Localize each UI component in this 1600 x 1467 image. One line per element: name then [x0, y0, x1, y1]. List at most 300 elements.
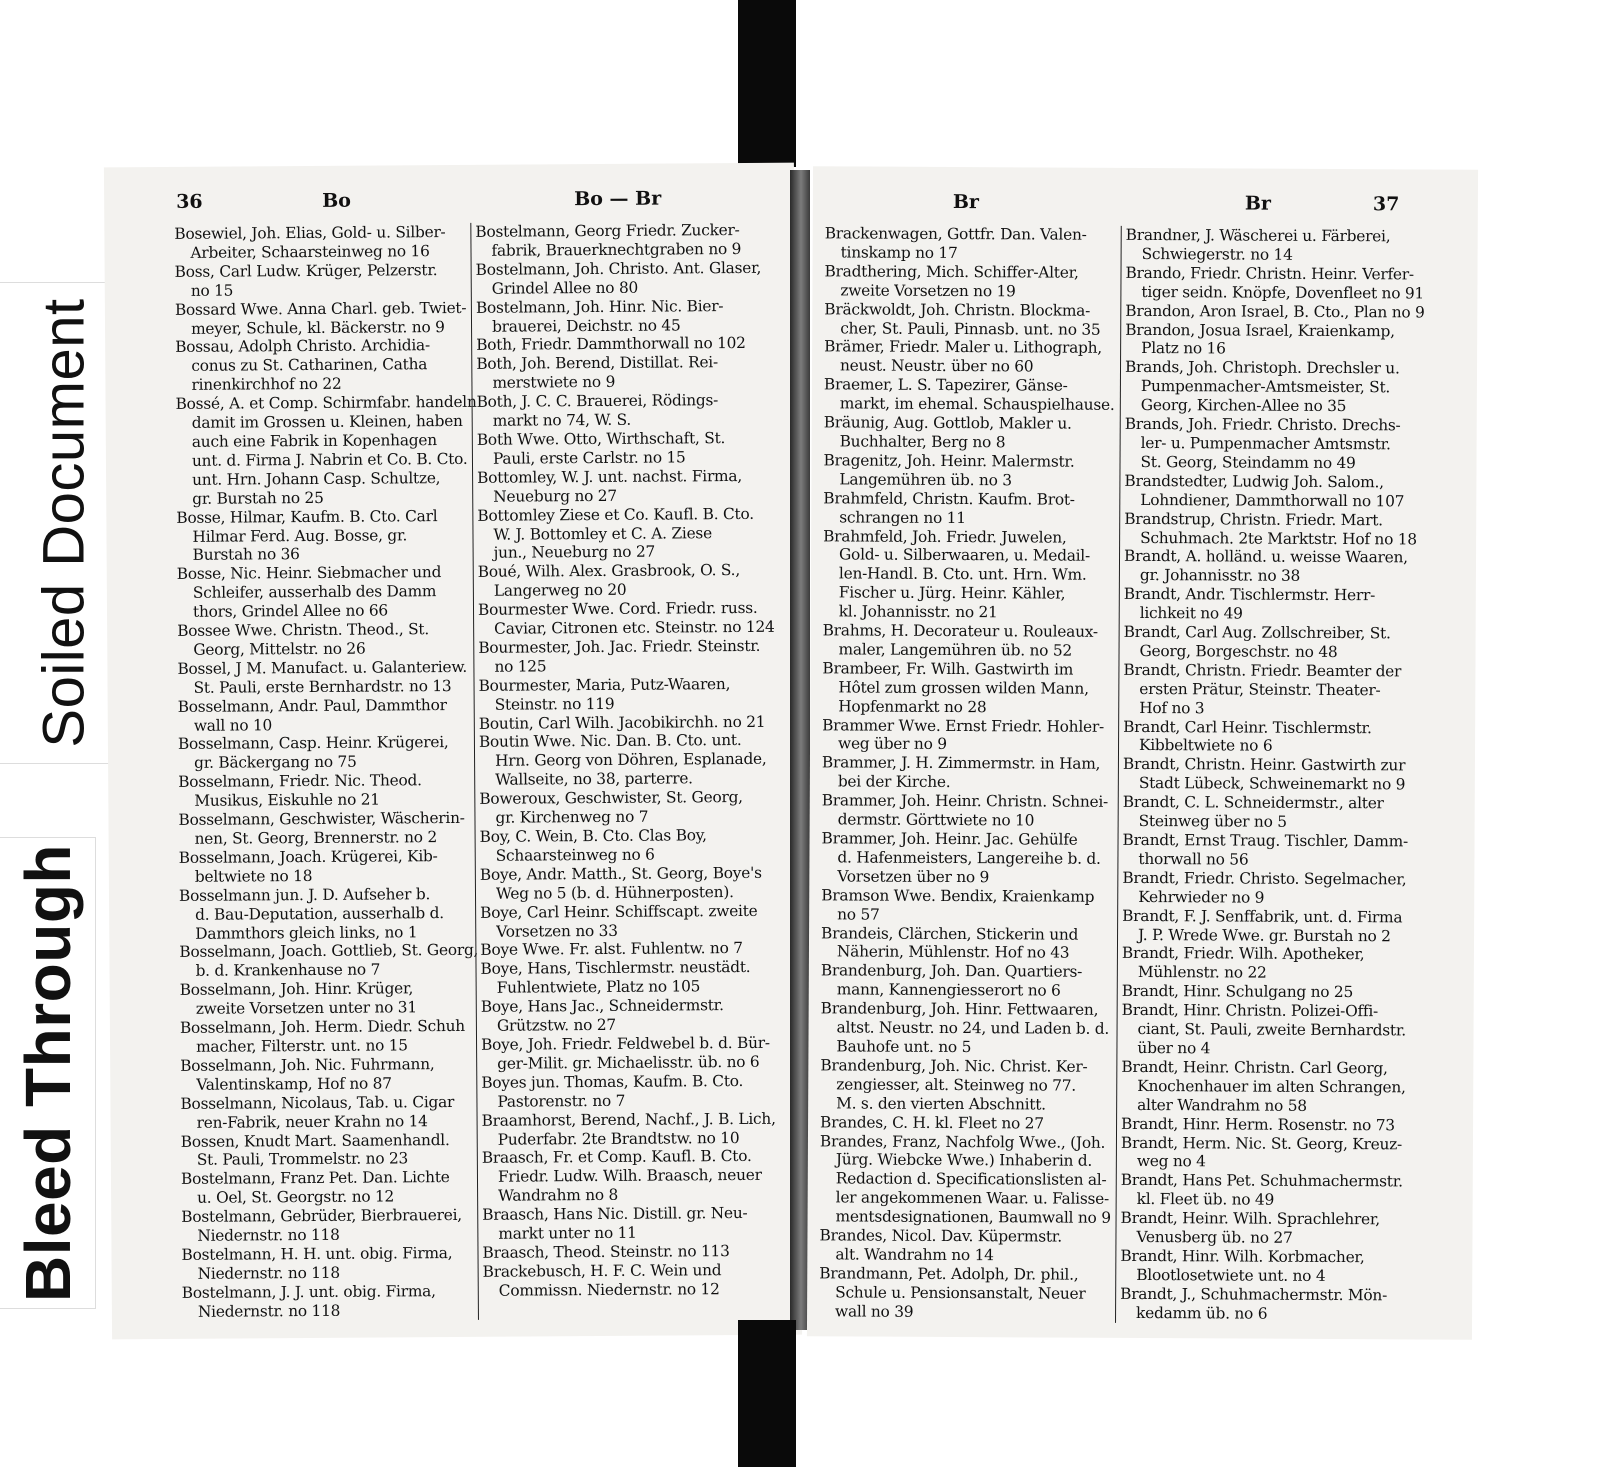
entry-name-line: Brandon, Aron Israel, B. Cto., Plan no 9: [1125, 301, 1425, 322]
entry-continuation-line: Kibbeltwiete no 6: [1138, 736, 1273, 756]
entry-name-line: Boutin, Carl Wilh. Jacobikirchh. no 21: [478, 712, 766, 733]
entry-continuation-line: Hopfenmarkt no 28: [838, 697, 987, 716]
directory-entry: [476, 353, 768, 393]
directory-entry: [824, 300, 1116, 339]
entry-name-line: Brandstedter, Ludwig Joh. Salom.,: [1124, 471, 1384, 492]
directory-entry: [1124, 472, 1416, 511]
directory-entry: [1122, 944, 1414, 983]
entry-name-line: Bosselmann, Casp. Heinr. Krügerei,: [177, 733, 449, 754]
entry-continuation-line: Grindel Allee no 80: [491, 278, 639, 298]
entry-name-line: Brandenburg, Joh. Dan. Quartiers-: [820, 961, 1083, 982]
entry-continuation-line: Blootlosetwiete unt. no 4: [1136, 1265, 1326, 1285]
entry-continuation-line: Platz no 16: [1141, 339, 1226, 358]
directory-entry: [483, 1261, 775, 1301]
entry-name-line: Bourmester, Joh. Jac. Friedr. Steinstr.: [478, 636, 761, 657]
directory-entry: [478, 637, 770, 677]
directory-entry: [480, 901, 772, 941]
entry-name-line: Bosselmann, Joh. Nic. Fuhrmann,: [180, 1055, 435, 1075]
entry-continuation-line: mentsdesignationen, Baumwall no 9: [835, 1207, 1111, 1227]
directory-entry: [481, 1034, 773, 1074]
entry-continuation-line: W. J. Bottomley et C. A. Ziese: [493, 523, 712, 544]
entry-name-line: Braamhorst, Berend, Nachf., J. B. Lich,: [481, 1109, 776, 1130]
entry-continuation-line: Fuhlentwiete, Platz no 105: [496, 977, 701, 997]
entry-continuation-line: dermstr. Görttwiete no 10: [837, 810, 1035, 830]
entry-continuation-line: markt, im ehemal. Schauspielhause.: [839, 394, 1115, 415]
directory-entry: [1125, 320, 1417, 359]
entry-continuation-line: nen, St. Georg, Brennerstr. no 2: [194, 828, 438, 848]
entry-continuation-line: Bauhofe unt. no 5: [836, 1037, 972, 1057]
directory-entry: [825, 224, 1117, 263]
entry-continuation-line: J. P. Wrede Wwe. gr. Burstah no 2: [1138, 925, 1391, 945]
entry-continuation-line: Hôtel zum grossen wilden Mann,: [838, 678, 1089, 698]
entry-continuation-line: Friedr. Ludw. Wilh. Braasch, neuer: [497, 1166, 762, 1187]
entry-continuation-line: ler angekommenen Waar. u. Falisse-: [835, 1188, 1109, 1209]
entry-name-line: Brämer, Friedr. Maler u. Lithograph,: [824, 337, 1102, 358]
entry-name-line: Bostelmann, Gebrüder, Bierbrauerei,: [181, 1206, 462, 1227]
directory-entry: [1124, 585, 1416, 624]
entry-name-line: Brackebusch, H. F. C. Wein und: [482, 1260, 722, 1281]
page-number: 37: [1372, 193, 1400, 216]
directory-entry: [820, 1113, 1112, 1133]
entry-name-line: Brandt, A. holländ. u. weisse Waaren,: [1123, 547, 1408, 567]
entry-continuation-line: thorwall no 56: [1138, 849, 1249, 869]
directory-entry: [822, 621, 1114, 660]
entry-name-line: Bradthering, Mich. Schiffer-Alter,: [824, 262, 1079, 282]
entry-name-line: Brandes, Franz, Nachfolg Wwe., (Joh.: [819, 1131, 1106, 1152]
directory-entry: [179, 847, 471, 887]
entry-name-line: Boss, Carl Ludw. Krüger, Pelzerstr.: [174, 260, 438, 281]
directory-entry: [181, 1168, 473, 1208]
soiled-document-text: Soiled Document: [31, 298, 97, 748]
entry-continuation-line: meyer, Schule, kl. Bäckerstr. no 9: [190, 317, 445, 338]
directory-entry: [482, 1242, 774, 1263]
directory-entry: [175, 392, 477, 508]
entry-name-line: Brandt, Hinr. Schulgang no 25: [1121, 982, 1354, 1002]
entry-name-line: Brandt, Carl Heinr. Tischlermstr.: [1123, 717, 1372, 737]
directory-column: [819, 224, 1117, 1322]
entry-name-line: Boyes jun. Thomas, Kaufm. B. Cto.: [481, 1071, 744, 1092]
entry-name-line: Boye, Joh. Friedr. Feldwebel b. d. Bür-: [480, 1033, 770, 1054]
entry-name-line: Brandon, Josua Israel, Kraienkamp,: [1125, 320, 1395, 340]
entry-continuation-line: Caviar, Citronen etc. Steinstr. no 124: [494, 617, 775, 638]
directory-column: [470, 221, 775, 1320]
entry-name-line: Bourmester, Maria, Putz-Waaren,: [478, 674, 731, 695]
entry-name-line: Both, Joh. Berend, Distillat. Rei-: [476, 353, 718, 374]
entry-name-line: Brandt, Carl Aug. Zollschreiber, St.: [1123, 622, 1391, 643]
directory-entry: [478, 561, 770, 601]
entry-name-line: Both, Friedr. Dammthorwall no 102: [476, 334, 746, 355]
entry-continuation-line: b. d. Krankenhause no 7: [195, 960, 381, 981]
entry-continuation-line: Stadt Lübeck, Schweinemarkt no 9: [1138, 774, 1406, 794]
entry-continuation-line: u. Oel, St. Georgstr. no 12: [197, 1187, 395, 1208]
entry-name-line: Bostelmann, Joh. Christo. Ant. Glaser,: [475, 258, 762, 279]
directory-entry: [178, 733, 470, 773]
directory-entry: [177, 658, 469, 698]
entry-continuation-line: Vorsetzen no 33: [496, 921, 618, 941]
entry-name-line: Brahmfeld, Christn. Kaufm. Brot-: [823, 489, 1075, 509]
directory-entry: [479, 731, 771, 790]
entry-name-line: Bossen, Knudt Mart. Saamenhandl.: [180, 1130, 450, 1151]
directory-entry: [821, 962, 1113, 1001]
directory-entry: [476, 259, 768, 299]
directory-entry: [824, 262, 1116, 301]
running-head-left: Br: [952, 190, 980, 214]
entry-continuation-line: Schuhmach. 2te Marktstr. Hof no 18: [1140, 528, 1417, 548]
directory-entry: [1121, 1001, 1413, 1059]
entry-name-line: Boy, C. Wein, B. Cto. Clas Boy,: [479, 826, 707, 846]
directory-entry: [1123, 717, 1415, 756]
entry-continuation-line: mann, Kannengiesserort no 6: [836, 980, 1061, 1000]
entry-continuation-line: no 125: [494, 657, 547, 676]
entry-name-line: Bosselmann, Andr. Paul, Dammthor: [177, 695, 447, 716]
directory-entry: [477, 504, 769, 563]
directory-entry: [177, 563, 469, 622]
directory-entry: [175, 261, 467, 301]
entry-name-line: Brandt, Hans Pet. Schuhmachermstr.: [1120, 1171, 1403, 1191]
directory-entry: [178, 771, 470, 811]
entry-continuation-line: gr. Johannisstr. no 38: [1139, 566, 1301, 586]
entry-continuation-line: Steinstr. no 119: [494, 694, 615, 714]
entry-continuation-line: unt. d. Firma J. Nabrin et Co. B. Cto.: [191, 449, 468, 470]
entry-name-line: Brandt, J., Schuhmachermstr. Mön-: [1120, 1284, 1388, 1305]
left-page-columns: [174, 221, 775, 1322]
entry-continuation-line: altst. Neustr. no 24, und Laden b. d.: [836, 1018, 1110, 1038]
directory-entry: [821, 924, 1113, 963]
entry-continuation-line: zweite Vorsetzen unter no 31: [195, 998, 417, 1018]
entry-name-line: Brandt, Heinr. Christn. Carl Georg,: [1121, 1057, 1388, 1078]
directory-entry: [178, 696, 470, 736]
right-page-columns: [819, 224, 1425, 1324]
entry-continuation-line: Commissn. Niedernstr. no 12: [498, 1279, 720, 1300]
directory-entry: [822, 659, 1114, 717]
directory-entry: [824, 376, 1116, 415]
entry-continuation-line: rinenkirchhof no 22: [191, 375, 342, 395]
entry-name-line: Brandt, Andr. Tischlermstr. Herr-: [1123, 585, 1376, 605]
directory-entry: [1120, 1247, 1412, 1286]
entry-name-line: Bostelmann, Franz Pet. Dan. Lichte: [180, 1168, 450, 1189]
entry-continuation-line: kl. Johannisstr. no 21: [838, 602, 998, 622]
entry-continuation-line: Grützstw. no 27: [496, 1015, 616, 1035]
entry-name-line: Brandt, Friedr. Christo. Segelmacher,: [1122, 868, 1407, 889]
entry-name-line: Braasch, Theod. Steinstr. no 113: [482, 1242, 730, 1262]
entry-continuation-line: Langemühren üb. no 3: [839, 470, 1012, 490]
directory-entry: [1123, 793, 1415, 832]
entry-name-line: Boye, Hans Jac., Schneidermstr.: [480, 996, 724, 1016]
entry-continuation-line: M. s. den vierten Abschnitt.: [836, 1094, 1046, 1114]
entry-continuation-line: Pastorenstr. no 7: [497, 1091, 626, 1111]
entry-name-line: Brandt, Ernst Traug. Tischler, Damm-: [1122, 830, 1408, 851]
right-page-header: [813, 190, 1478, 219]
directory-entry: [177, 620, 469, 660]
entry-continuation-line: Musikus, Eiskuhle no 21: [194, 790, 380, 810]
entry-name-line: Brandt, C. L. Schneidermstr., alter: [1122, 793, 1384, 813]
entry-name-line: Boye, Carl Heinr. Schiffscapt. zweite: [480, 901, 758, 922]
entry-name-line: Bourmester Wwe. Cord. Friedr. russ.: [477, 598, 758, 619]
directory-entry: [1122, 907, 1414, 946]
directory-entry: [477, 467, 769, 507]
entry-name-line: Bosselmann, Geschwister, Wäscherin-: [178, 809, 465, 830]
entry-name-line: Brandner, J. Wäscherei u. Färberei,: [1125, 225, 1391, 246]
entry-continuation-line: Steinweg über no 5: [1138, 812, 1287, 831]
entry-continuation-line: weg no 4: [1136, 1152, 1206, 1171]
entry-continuation-line: d. Bau-Deputation, ausserhalb d.: [195, 903, 444, 924]
entry-continuation-line: maler, Langemühren üb. no 52: [838, 640, 1073, 660]
directory-entry: [480, 864, 772, 904]
directory-entry: [820, 1132, 1112, 1228]
directory-entry: [475, 221, 767, 261]
entry-name-line: Braemer, L. S. Tapezirer, Gänse-: [823, 375, 1068, 395]
entry-continuation-line: alter Wandrahm no 58: [1137, 1095, 1307, 1115]
entry-continuation-line: St. Pauli, erste Bernhardstr. no 13: [193, 676, 452, 697]
entry-continuation-line: Schleifer, ausserhalb des Damm: [192, 582, 437, 603]
entry-continuation-line: macher, Filterstr. unt. no 15: [195, 1036, 408, 1056]
entry-name-line: Bosselmann, Joh. Herm. Diedr. Schuh: [179, 1016, 465, 1037]
directory-entry: [180, 1017, 472, 1057]
entry-continuation-line: Näherin, Mühlenstr. Hof no 43: [836, 942, 1070, 963]
entry-name-line: Brandt, F. J. Senffabrik, unt. d. Firma: [1122, 906, 1403, 926]
entry-continuation-line: über no 4: [1137, 1038, 1211, 1058]
directory-entry: [1122, 982, 1414, 1002]
entry-name-line: Bossel, J M. Manufact. u. Galanteriew.: [177, 657, 468, 678]
entry-name-line: Bosselmann, Joh. Hinr. Krüger,: [179, 979, 414, 1000]
directory-entry: [822, 792, 1114, 831]
entry-continuation-line: Arbeiter, Schaarsteinweg no 16: [190, 242, 430, 262]
right-page: [807, 166, 1478, 1339]
directory-entry: [180, 979, 472, 1019]
entry-name-line: Brammer Wwe. Ernst Friedr. Hohler-: [822, 715, 1104, 736]
directory-entry: [178, 809, 470, 849]
directory-entry: [822, 716, 1114, 755]
entry-continuation-line: Lohndiener, Dammthorwall no 107: [1140, 490, 1405, 511]
entry-name-line: Brahmfeld, Joh. Friedr. Juwelen,: [823, 526, 1067, 547]
entry-name-line: Brandeis, Clärchen, Stickerin und: [821, 923, 1079, 944]
entry-name-line: Brandes, Nicol. Dav. Küpermstr.: [819, 1226, 1062, 1246]
entry-name-line: Bossau, Adolph Christo. Archidia-: [175, 336, 430, 357]
entry-name-line: Both Wwe. Otto, Wirthschaft, St.: [476, 429, 726, 449]
entry-name-line: Boye Wwe. Fr. alst. Fuhlentw. no 7: [480, 939, 743, 960]
entry-continuation-line: Jürg. Wiebcke Wwe.) Inhaberin d.: [835, 1150, 1093, 1171]
directory-entry: [478, 675, 770, 715]
entry-continuation-line: Kehrwieder no 9: [1138, 887, 1265, 907]
entry-name-line: Bossee Wwe. Christn. Theod., St.: [177, 620, 430, 640]
entry-name-line: Brandt, Hinr. Christn. Polizei-Offi-: [1121, 1001, 1379, 1021]
entry-name-line: Bottomley, W. J. unt. nachst. Firma,: [477, 466, 742, 487]
entry-continuation-line: Vorsetzen über no 9: [837, 867, 990, 887]
entry-continuation-line: Georg, Borgeschstr. no 48: [1139, 641, 1338, 661]
directory-column: [1115, 225, 1425, 1324]
left-page: [104, 163, 802, 1340]
entry-continuation-line: wall no 39: [835, 1302, 914, 1321]
directory-entry: [476, 334, 768, 355]
entry-continuation-line: zengiesser, alt. Steinweg no 77.: [836, 1075, 1076, 1095]
entry-continuation-line: wall no 10: [193, 715, 273, 735]
entry-continuation-line: Buchhalter, Berg no 8: [839, 432, 1006, 452]
entry-name-line: Brandt, Heinr. Wilh. Sprachlehrer,: [1120, 1209, 1381, 1229]
entry-continuation-line: Georg, Mittelstr. no 26: [193, 639, 366, 659]
entry-continuation-line: Redaction d. Specificationslisten al-: [835, 1169, 1107, 1190]
entry-name-line: Boye, Hans, Tischlermstr. neustädt.: [480, 958, 751, 979]
directory-entry: [179, 885, 471, 944]
entry-name-line: Bostelmann, J. J. unt. obig. Firma,: [181, 1281, 436, 1302]
entry-continuation-line: cher, St. Pauli, Pinnasb. unt. no 35: [840, 318, 1101, 339]
directory-entry: [1120, 1209, 1412, 1248]
directory-entry: [824, 413, 1116, 452]
directory-entry: [481, 1072, 773, 1112]
entry-continuation-line: St. Pauli, Trommelstr. no 23: [196, 1149, 409, 1170]
binding-strap-top: [738, 0, 796, 167]
entry-continuation-line: Wandrahm no 8: [498, 1186, 619, 1205]
entry-continuation-line: Georg, Kirchen-Allee no 35: [1140, 396, 1347, 416]
entry-continuation-line: zweite Vorsetzen no 19: [840, 281, 1016, 301]
entry-name-line: Bostelmann, H. H. unt. obig. Firma,: [181, 1243, 453, 1264]
entry-name-line: Bottomley Ziese et Co. Kaufl. B. Cto.: [477, 504, 754, 525]
directory-entry: [179, 941, 479, 981]
entry-name-line: Bosselmann jun. J. D. Aufseher b.: [178, 884, 431, 905]
directory-entry: [1120, 1285, 1412, 1324]
entry-continuation-line: tinskamp no 17: [840, 243, 958, 262]
entry-continuation-line: Dammthors gleich links, no 1: [195, 922, 418, 943]
entry-name-line: Brandenburg, Joh. Nic. Christ. Ker-: [820, 1056, 1088, 1076]
entry-continuation-line: auch eine Fabrik in Kopenhagen: [191, 431, 437, 451]
entry-continuation-line: Mühlenstr. no 22: [1137, 963, 1267, 982]
directory-entry: [175, 299, 467, 339]
entry-name-line: Brandenburg, Joh. Hinr. Fettwaaren,: [820, 999, 1099, 1019]
directory-entry: [824, 338, 1116, 377]
page-number: 36: [176, 190, 203, 213]
entry-continuation-line: Burstah no 36: [192, 545, 300, 565]
entry-continuation-line: Venusberg üb. no 27: [1136, 1228, 1293, 1247]
directory-entry: [480, 958, 772, 998]
entry-continuation-line: gr. Kirchenweg no 7: [495, 807, 649, 827]
entry-name-line: Bosselmann, Joach. Gottlieb, St. Georg,: [179, 941, 479, 962]
directory-entry: [821, 829, 1113, 887]
directory-entry: [180, 1093, 472, 1133]
entry-continuation-line: unt. Hrn. Johann Casp. Schultze,: [192, 468, 441, 489]
entry-continuation-line: St. Georg, Steindamm no 49: [1140, 452, 1356, 472]
entry-continuation-line: d. Hafenmeisters, Langereihe b. d.: [837, 848, 1101, 868]
directory-entry: [1121, 1058, 1413, 1116]
directory-entry: [1121, 1114, 1413, 1134]
entry-continuation-line: Hof no 3: [1139, 698, 1205, 717]
entry-name-line: Brandt, Christn. Heinr. Gastwirth zur: [1122, 755, 1406, 775]
entry-continuation-line: ciant, St. Pauli, zweite Bernhardstr.: [1137, 1020, 1406, 1040]
entry-continuation-line: Neueburg no 27: [493, 486, 617, 506]
entry-continuation-line: Niedernstr. no 118: [197, 1263, 340, 1283]
directory-entry: [480, 939, 772, 960]
directory-entry: [1124, 509, 1416, 548]
entry-continuation-line: ler- u. Pumpenmacher Amtsmstr.: [1140, 433, 1391, 454]
directory-entry: [479, 788, 771, 828]
entry-continuation-line: conus zu St. Catharinen, Catha: [191, 355, 428, 376]
entry-continuation-line: markt unter no 11: [498, 1223, 637, 1243]
directory-entry: [820, 1056, 1112, 1114]
entry-continuation-line: Valentinskamp, Hof no 87: [196, 1074, 392, 1094]
directory-entry: [482, 1109, 774, 1149]
entry-name-line: Boué, Wilh. Alex. Grasbrook, O. S.,: [477, 561, 740, 582]
entry-continuation-line: damit im Grossen u. Kleinen, haben: [191, 411, 463, 432]
entry-name-line: Boutin Wwe. Nic. Dan. B. Cto. unt.: [478, 731, 742, 752]
directory-entry: [182, 1282, 474, 1322]
entry-name-line: Braasch, Fr. et Comp. Kaufl. B. Cto.: [481, 1147, 752, 1168]
directory-entry: [1126, 226, 1418, 265]
directory-entry: [1125, 263, 1425, 303]
directory-entry: [477, 598, 775, 639]
directory-entry: [1122, 869, 1414, 908]
entry-continuation-line: tiger seidn. Knöpfe, Dovenfleet no 91: [1141, 282, 1425, 303]
directory-entry: [174, 223, 466, 263]
entry-name-line: Brandmann, Pet. Adolph, Dr. phil.,: [819, 1264, 1079, 1284]
entry-name-line: Brahms, H. Decorateur u. Rouleaux-: [822, 621, 1098, 641]
entry-name-line: Bosewiel, Joh. Elias, Gold- u. Silber-: [174, 223, 446, 243]
entry-continuation-line: Hrn. Georg von Döhren, Esplanade,: [495, 750, 767, 771]
entry-continuation-line: Niedernstr. no 118: [197, 1301, 341, 1321]
entry-name-line: Bosse, Nic. Heinr. Siebmacher und: [176, 563, 442, 584]
directory-entry: [175, 336, 467, 395]
entry-name-line: Braasch, Hans Nic. Distill. gr. Neu-: [482, 1204, 748, 1224]
directory-entry: [479, 712, 771, 733]
entry-name-line: Both, J. C. C. Brauerei, Rödings-: [476, 391, 719, 411]
entry-continuation-line: no 57: [837, 905, 880, 924]
directory-entry: [480, 826, 772, 866]
directory-entry: [482, 1147, 774, 1206]
entry-continuation-line: Weg no 5 (b. d. Hühnerposten).: [495, 882, 734, 903]
directory-entry: [819, 1226, 1111, 1265]
entry-continuation-line: Knochenhauer im alten Schrangen,: [1137, 1076, 1406, 1097]
directory-entry: [1125, 358, 1417, 416]
entry-continuation-line: lichkeit no 49: [1139, 604, 1243, 623]
entry-continuation-line: gr. Bäckergang no 75: [194, 753, 357, 773]
entry-name-line: Brandt, Herm. Nic. St. Georg, Kreuz-: [1120, 1133, 1403, 1153]
entry-name-line: Brandt, Hinr. Herm. Rosenstr. no 73: [1121, 1114, 1395, 1134]
directory-entry: [482, 1204, 774, 1244]
entry-name-line: Bosselmann, Nicolaus, Tab. u. Cigar: [180, 1092, 455, 1113]
entry-name-line: Brackenwagen, Gottfr. Dan. Valen-: [824, 224, 1087, 244]
entry-name-line: Bräckwoldt, Joh. Christn. Blockma-: [824, 299, 1091, 320]
entry-continuation-line: ger-Milit. gr. Michaelisstr. üb. no 6: [497, 1052, 760, 1073]
directory-entry: [1124, 547, 1416, 586]
directory-entry: [823, 451, 1115, 490]
running-head-left: Bo: [322, 189, 351, 212]
entry-continuation-line: Fischer u. Jürg. Heinr. Kähler,: [838, 583, 1066, 603]
directory-entry: [181, 1206, 473, 1246]
directory-entry: [823, 527, 1115, 623]
directory-entry: [1125, 301, 1425, 322]
directory-entry: [481, 996, 773, 1036]
directory-entry: [1122, 831, 1414, 870]
directory-entry: [822, 754, 1114, 793]
directory-entry: [1123, 661, 1415, 719]
directory-entry: [477, 391, 769, 431]
entry-continuation-line: Wallseite, no 38, parterre.: [495, 769, 693, 789]
binding-strap-bottom: [738, 1320, 796, 1467]
directory-entry: [176, 506, 468, 565]
entry-name-line: Boye, Andr. Matth., St. Georg, Boye's: [479, 863, 762, 884]
directory-entry: [1123, 623, 1415, 662]
entry-continuation-line: weg über no 9: [837, 734, 947, 754]
entry-continuation-line: no 15: [190, 281, 234, 300]
entry-name-line: Brands, Joh. Christoph. Drechsler u.: [1124, 358, 1400, 378]
entry-continuation-line: bei der Kirche.: [837, 772, 951, 792]
entry-continuation-line: fabrik, Brauerknechtgraben no 9: [491, 239, 742, 260]
entry-name-line: Bossard Wwe. Anna Charl. geb. Twiet-: [174, 298, 467, 319]
entry-continuation-line: ersten Prätur, Steinstr. Theater-: [1139, 679, 1381, 699]
entry-name-line: Brando, Friedr. Christn. Heinr. Verfer-: [1125, 263, 1414, 284]
entry-name-line: Brandt, Hinr. Wilh. Korbmacher,: [1120, 1246, 1365, 1267]
entry-continuation-line: thors, Grindel Allee no 66: [192, 601, 388, 621]
entry-continuation-line: Gold- u. Silberwaaren, u. Medail-: [838, 545, 1090, 566]
directory-entry: [1121, 1133, 1413, 1172]
entry-continuation-line: Schwiegerstr. no 14: [1141, 244, 1293, 264]
